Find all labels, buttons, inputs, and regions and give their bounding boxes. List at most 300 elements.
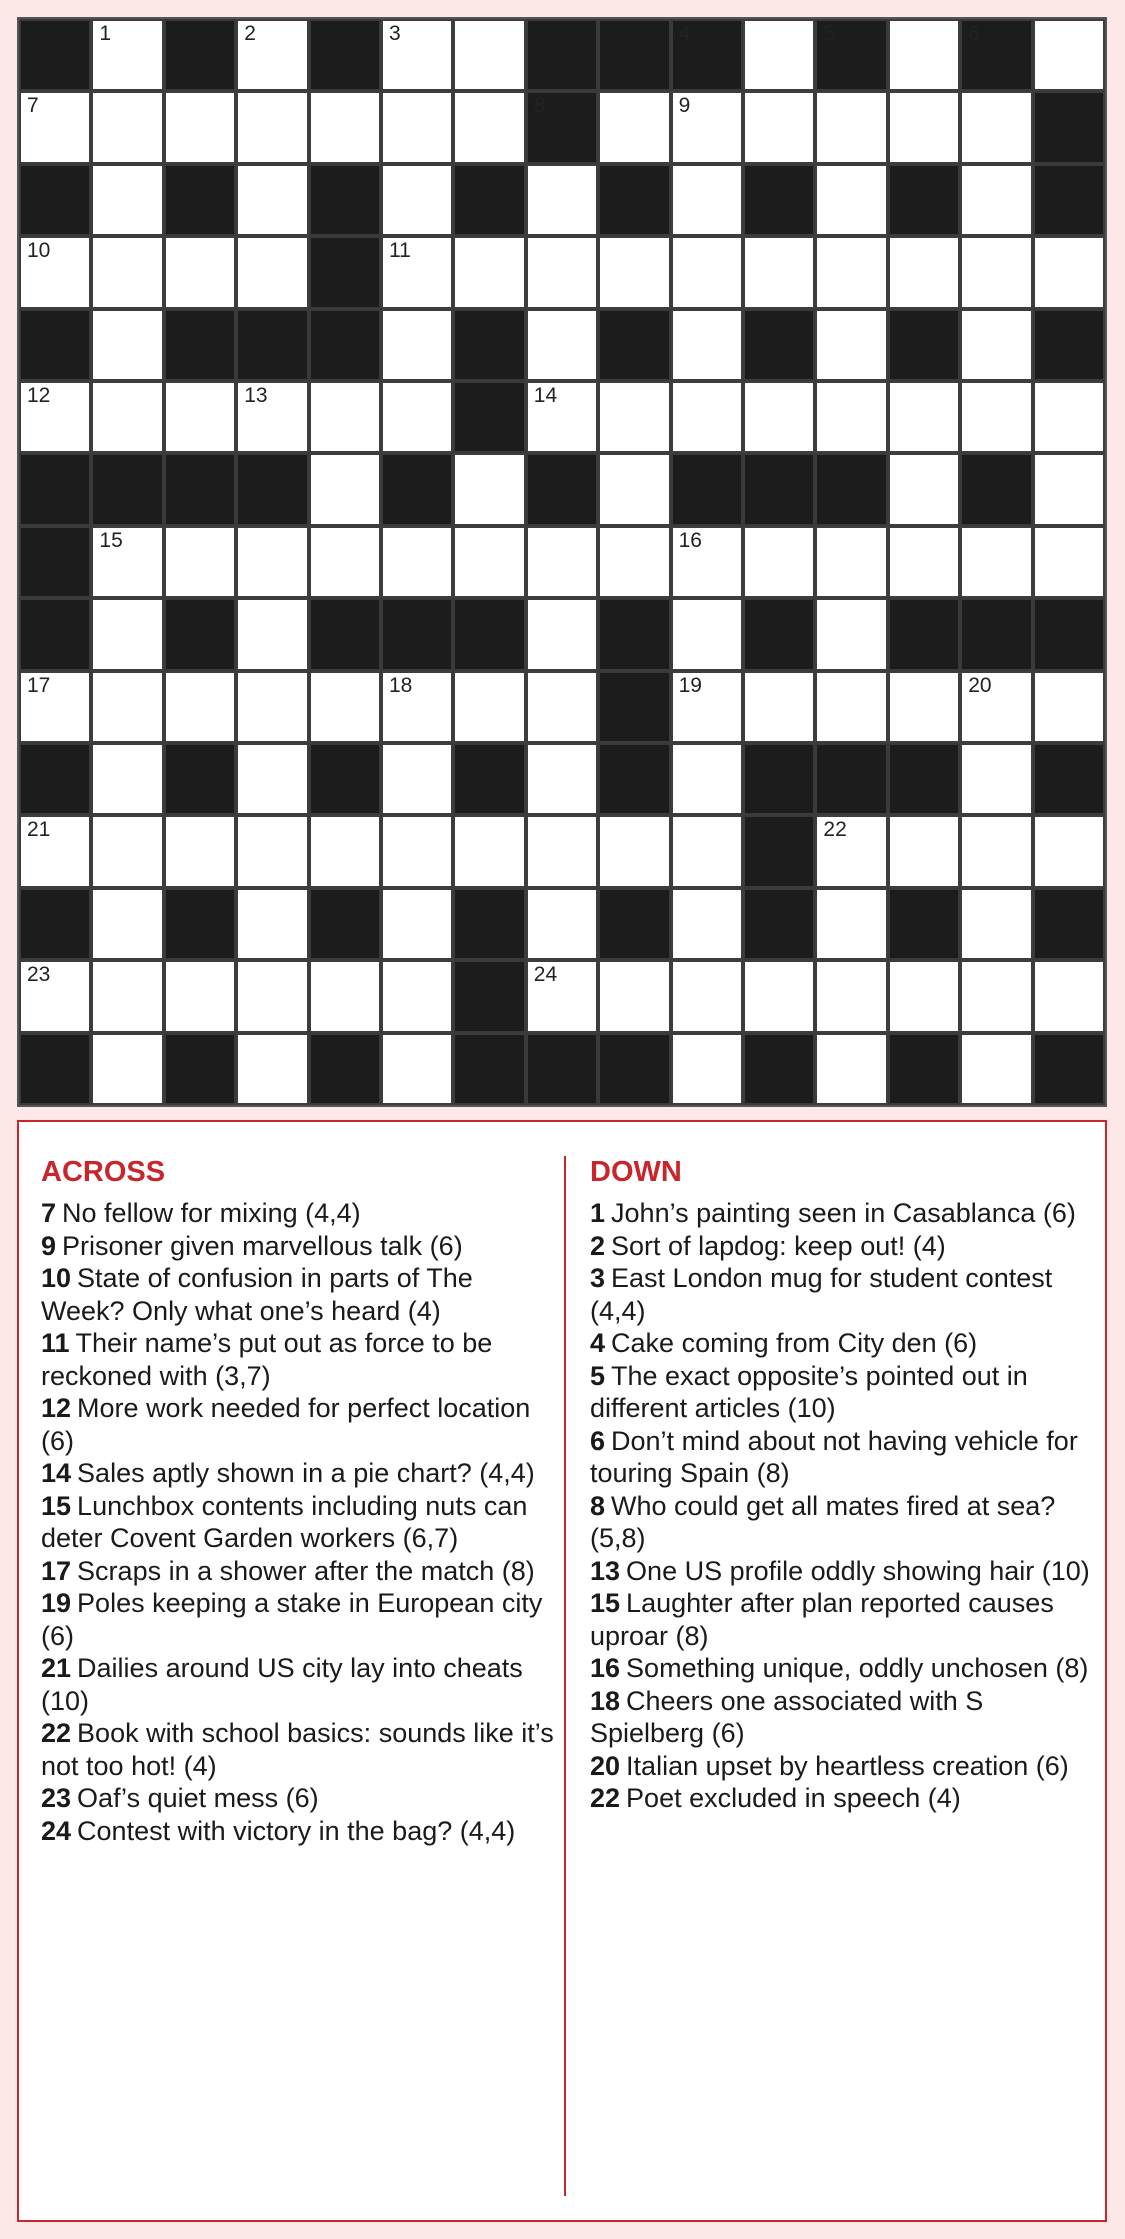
grid-cell-white[interactable] <box>671 91 743 163</box>
grid-cell-white[interactable] <box>888 91 960 163</box>
grid-cell-white[interactable] <box>236 815 308 887</box>
clue-number: 22 <box>41 1718 72 1749</box>
clue-number: 19 <box>41 1588 72 1619</box>
grid-cell-white[interactable] <box>598 236 670 308</box>
grid-cell-black <box>164 309 236 381</box>
grid-cell-white[interactable] <box>815 815 887 887</box>
grid-cell-black <box>815 453 887 525</box>
grid-cell-white[interactable] <box>381 815 453 887</box>
grid-cell-white[interactable] <box>19 381 91 453</box>
grid-cell-white[interactable] <box>236 381 308 453</box>
grid-cell-white[interactable] <box>381 309 453 381</box>
grid-cell-white[interactable] <box>453 236 525 308</box>
grid-cell-white[interactable] <box>1033 526 1105 598</box>
grid-cell-white[interactable] <box>381 236 453 308</box>
clue-number: 21 <box>27 818 51 842</box>
clue-text: Book with school basics: sounds like it’s not too hot! (4) <box>41 1718 554 1781</box>
grid-cell-black <box>598 164 670 236</box>
grid-cell-white[interactable] <box>164 526 236 598</box>
clue-number: 2 <box>590 1230 606 1261</box>
down-clue[interactable] <box>590 1490 1090 1555</box>
clue-text: More work needed for perfect location (6) <box>41 1393 531 1456</box>
grid-cell-white[interactable] <box>309 960 381 1032</box>
grid-cell-white[interactable] <box>960 164 1032 236</box>
clue-number: 11 <box>41 1328 70 1359</box>
grid-cell-white[interactable] <box>236 598 308 670</box>
clue-text: State of confusion in parts of The Week? Only what one’s heard (4) <box>41 1263 473 1326</box>
across-clue-list <box>41 1197 561 1847</box>
clue-number: 3 <box>590 1263 606 1294</box>
clue-number: 9 <box>41 1230 57 1261</box>
clue-text: Lunchbox contents including nuts can deter Covent Garden workers (6,7) <box>41 1490 528 1554</box>
clue-number: 23 <box>41 1783 72 1814</box>
grid-cell-black <box>526 19 598 91</box>
across-clue[interactable] <box>41 1490 561 1555</box>
grid-cell-black <box>888 1033 960 1105</box>
grid-cell-white[interactable] <box>19 236 91 308</box>
grid-cell-white[interactable] <box>236 960 308 1032</box>
clue-number: 6 <box>590 1425 606 1456</box>
grid-cell-white[interactable] <box>671 598 743 670</box>
grid-cell-white[interactable] <box>19 671 91 743</box>
across-clue[interactable] <box>41 1652 561 1717</box>
grid-cell-white[interactable] <box>526 888 598 960</box>
clue-text: Scraps in a shower after the match (8) <box>77 1555 535 1586</box>
grid-cell-white[interactable] <box>960 309 1032 381</box>
grid-cell-black <box>1033 91 1105 163</box>
clue-number: 5 <box>590 1360 606 1391</box>
clues-panel <box>17 1120 1107 2222</box>
grid-cell-black <box>19 453 91 525</box>
clue-text: Who could get all mates fired at sea? (5,8) <box>590 1490 1056 1554</box>
grid-cell-black <box>309 1033 381 1105</box>
grid-cell-white[interactable] <box>1033 453 1105 525</box>
grid-cell-black <box>671 19 743 91</box>
grid-cell-white[interactable] <box>91 91 163 163</box>
clue-number: 12 <box>41 1393 72 1424</box>
grid-cell-white[interactable] <box>164 381 236 453</box>
grid-cell-white[interactable] <box>309 381 381 453</box>
crossword-grid <box>17 17 1107 1107</box>
grid-cell-black <box>19 164 91 236</box>
grid-cell-white[interactable] <box>164 91 236 163</box>
grid-cell-white[interactable] <box>91 164 163 236</box>
grid-cell-white[interactable] <box>1033 381 1105 453</box>
grid-cell-white[interactable] <box>888 815 960 887</box>
down-clue[interactable] <box>590 1327 1090 1360</box>
grid-cell-white[interactable] <box>960 526 1032 598</box>
clue-number: 22 <box>590 1783 621 1814</box>
clue-number: 21 <box>41 1653 72 1684</box>
grid-cell-white[interactable] <box>671 381 743 453</box>
clue-number: 17 <box>27 673 51 697</box>
grid-cell-white[interactable] <box>91 671 163 743</box>
grid-cell-white[interactable] <box>164 671 236 743</box>
across-clue[interactable] <box>41 1392 561 1457</box>
grid-cell-white[interactable] <box>598 453 670 525</box>
clue-number: 10 <box>27 239 51 263</box>
grid-cell-white[interactable] <box>671 960 743 1032</box>
grid-cell-black <box>381 598 453 670</box>
grid-cell-white[interactable] <box>815 164 887 236</box>
clue-text: Their name’s put out as force to be reckoned with (3,7) <box>41 1328 493 1391</box>
clue-number: 16 <box>678 528 702 552</box>
grid-cell-white[interactable] <box>309 453 381 525</box>
down-clue[interactable] <box>590 1262 1090 1327</box>
grid-cell-black <box>453 381 525 453</box>
grid-cell-white[interactable] <box>526 309 598 381</box>
grid-cell-black <box>526 1033 598 1105</box>
grid-cell-white[interactable] <box>671 236 743 308</box>
clue-number: 13 <box>590 1555 621 1586</box>
clue-number: 12 <box>27 384 51 407</box>
grid-cell-white[interactable] <box>888 671 960 743</box>
grid-cell-white[interactable] <box>381 381 453 453</box>
grid-cell-white[interactable] <box>381 671 453 743</box>
grid-cell-white[interactable] <box>815 526 887 598</box>
grid-cell-black <box>236 453 308 525</box>
grid-cell-white[interactable] <box>526 671 598 743</box>
across-clue[interactable] <box>41 1262 561 1327</box>
grid-cell-white[interactable] <box>91 598 163 670</box>
grid-cell-black <box>164 19 236 91</box>
grid-cell-white[interactable] <box>381 1033 453 1105</box>
grid-cell-white[interactable] <box>381 888 453 960</box>
grid-cell-black <box>453 598 525 670</box>
grid-cell-white[interactable] <box>309 91 381 163</box>
grid-cell-white[interactable] <box>815 598 887 670</box>
grid-cell-white[interactable] <box>91 1033 163 1105</box>
down-column <box>590 1156 1090 1815</box>
grid-cell-white[interactable] <box>888 236 960 308</box>
grid-cell-white[interactable] <box>960 960 1032 1032</box>
grid-cell-black <box>309 309 381 381</box>
clue-text: Italian upset by heartless creation (6) <box>626 1750 1069 1781</box>
grid-cell-white[interactable] <box>815 381 887 453</box>
clue-text: Poles keeping a stake in European city (6) <box>41 1588 543 1651</box>
grid-cell-white[interactable] <box>960 236 1032 308</box>
grid-cell-white[interactable] <box>598 960 670 1032</box>
clue-text: John’s painting seen in Casablanca (6) <box>611 1198 1076 1229</box>
grid-cell-black <box>1033 164 1105 236</box>
grid-cell-black <box>453 164 525 236</box>
clue-number: 14 <box>41 1458 72 1489</box>
grid-cell-white[interactable] <box>671 309 743 381</box>
grid-cell-white[interactable] <box>960 91 1032 163</box>
grid-cell-white[interactable] <box>526 743 598 815</box>
grid-cell-white[interactable] <box>164 815 236 887</box>
grid-cell-black <box>1033 888 1105 960</box>
across-clue[interactable] <box>41 1327 561 1392</box>
grid-cell-black <box>1033 598 1105 670</box>
down-clue[interactable] <box>590 1587 1090 1652</box>
grid-cell-white[interactable] <box>236 526 308 598</box>
clue-number: 16 <box>590 1653 621 1684</box>
clue-number: 13 <box>244 384 268 407</box>
grid-cell-black <box>526 453 598 525</box>
grid-cell-white[interactable] <box>453 815 525 887</box>
clue-text: Poet excluded in speech (4) <box>626 1783 961 1814</box>
grid-cell-white[interactable] <box>598 381 670 453</box>
grid-cell-white[interactable] <box>960 671 1032 743</box>
grid-cell-white[interactable] <box>888 381 960 453</box>
grid-cell-white[interactable] <box>1033 19 1105 91</box>
across-clue[interactable] <box>41 1230 561 1263</box>
grid-cell-white[interactable] <box>815 960 887 1032</box>
grid-cell-black <box>453 960 525 1032</box>
grid-cell-white[interactable] <box>381 960 453 1032</box>
grid-cell-white[interactable] <box>526 164 598 236</box>
grid-cell-white[interactable] <box>1033 671 1105 743</box>
grid-cell-black <box>888 309 960 381</box>
grid-cell-white[interactable] <box>815 236 887 308</box>
grid-cell-white[interactable] <box>526 526 598 598</box>
grid-cell-black <box>309 164 381 236</box>
grid-cell-black <box>164 888 236 960</box>
clue-text: Laughter after plan reported causes uproar (8) <box>590 1588 1054 1651</box>
grid-cell-white[interactable] <box>309 815 381 887</box>
grid-cell-white[interactable] <box>960 381 1032 453</box>
grid-cell-black <box>381 453 453 525</box>
grid-cell-white[interactable] <box>91 381 163 453</box>
grid-cell-white[interactable] <box>815 671 887 743</box>
clue-text: Contest with victory in the bag? (4,4) <box>77 1815 516 1846</box>
grid-cell-black <box>164 743 236 815</box>
grid-cell-white[interactable] <box>91 19 163 91</box>
grid-cell-white[interactable] <box>671 671 743 743</box>
grid-cell-white[interactable] <box>888 453 960 525</box>
grid-cell-white[interactable] <box>671 888 743 960</box>
clue-number: 19 <box>678 673 702 697</box>
grid-cell-black <box>888 743 960 815</box>
clue-number: 7 <box>41 1198 57 1229</box>
grid-cell-white[interactable] <box>960 815 1032 887</box>
grid-cell-black <box>671 453 743 525</box>
grid-cell-black <box>19 1033 91 1105</box>
clue-text: Sales aptly shown in a pie chart? (4,4) <box>77 1458 535 1489</box>
grid-cell-white[interactable] <box>743 526 815 598</box>
grid-cell-white[interactable] <box>526 381 598 453</box>
across-clue[interactable] <box>41 1587 561 1652</box>
grid-cell-black <box>960 453 1032 525</box>
grid-cell-white[interactable] <box>381 526 453 598</box>
grid-cell-black <box>19 743 91 815</box>
clue-text: One US profile oddly showing hair (10) <box>626 1555 1090 1586</box>
grid-cell-white[interactable] <box>1033 815 1105 887</box>
grid-cell-white[interactable] <box>743 236 815 308</box>
grid-cell-white[interactable] <box>19 91 91 163</box>
grid-cell-black <box>453 888 525 960</box>
down-clue[interactable] <box>590 1782 1090 1815</box>
grid-cell-white[interactable] <box>164 236 236 308</box>
clue-number: 11 <box>389 239 411 263</box>
grid-cell-white[interactable] <box>453 91 525 163</box>
down-clue[interactable] <box>590 1360 1090 1425</box>
grid-cell-white[interactable] <box>381 19 453 91</box>
clue-number: 14 <box>533 384 558 407</box>
across-clue[interactable] <box>41 1815 561 1848</box>
grid-cell-black <box>1033 309 1105 381</box>
grid-cell-white[interactable] <box>236 743 308 815</box>
clue-text: Prisoner given marvellous talk (6) <box>62 1230 463 1261</box>
grid-cell-black <box>743 1033 815 1105</box>
grid-cell-black <box>960 19 1032 91</box>
grid-cell-black <box>236 309 308 381</box>
grid-cell-white[interactable] <box>815 91 887 163</box>
grid-cell-white[interactable] <box>815 309 887 381</box>
grid-cell-black <box>309 236 381 308</box>
clue-text: East London mug for student contest (4,4) <box>590 1263 1053 1326</box>
grid-cell-white[interactable] <box>236 19 308 91</box>
grid-cell-white[interactable] <box>91 960 163 1032</box>
grid-cell-black <box>743 453 815 525</box>
grid-cell-white[interactable] <box>743 91 815 163</box>
clue-number: 4 <box>678 22 691 45</box>
clue-number: 24 <box>41 1815 72 1846</box>
grid-cell-white[interactable] <box>381 91 453 163</box>
grid-cell-white[interactable] <box>236 91 308 163</box>
down-clue[interactable] <box>590 1230 1090 1263</box>
grid-cell-black <box>815 19 887 91</box>
clue-number: 24 <box>533 963 558 987</box>
across-clue[interactable] <box>41 1197 561 1230</box>
grid-cell-white[interactable] <box>453 453 525 525</box>
grid-cell-white[interactable] <box>743 381 815 453</box>
grid-cell-white[interactable] <box>91 526 163 598</box>
grid-cell-white[interactable] <box>1033 960 1105 1032</box>
grid-cell-white[interactable] <box>960 888 1032 960</box>
grid-cell-white[interactable] <box>236 1033 308 1105</box>
grid-cell-black <box>960 598 1032 670</box>
grid-cell-white[interactable] <box>815 888 887 960</box>
grid-cell-black <box>19 526 91 598</box>
down-clue[interactable] <box>590 1652 1090 1685</box>
grid-cell-black <box>19 309 91 381</box>
grid-cell-black <box>1033 1033 1105 1105</box>
grid-cell-white[interactable] <box>236 671 308 743</box>
clue-text: Dailies around US city lay into cheats (10) <box>41 1653 523 1716</box>
clue-text: No fellow for mixing (4,4) <box>62 1198 361 1229</box>
across-heading: ACROSS <box>41 1156 166 1188</box>
clue-number: 10 <box>41 1263 72 1294</box>
clue-text: The exact opposite’s pointed out in different articles (10) <box>590 1360 1028 1424</box>
down-clue[interactable] <box>590 1555 1090 1588</box>
grid-cell-black <box>598 1033 670 1105</box>
grid-cell-white[interactable] <box>526 815 598 887</box>
grid-cell-white[interactable] <box>91 236 163 308</box>
grid-cell-white[interactable] <box>888 526 960 598</box>
grid-cell-white[interactable] <box>960 1033 1032 1105</box>
grid-cell-white[interactable] <box>671 1033 743 1105</box>
clue-number: 6 <box>968 22 980 45</box>
grid-cell-black <box>598 888 670 960</box>
down-clue[interactable] <box>590 1197 1090 1230</box>
grid-cell-white[interactable] <box>888 960 960 1032</box>
grid-cell-black <box>453 309 525 381</box>
grid-cell-white[interactable] <box>164 960 236 1032</box>
grid-cell-white[interactable] <box>91 309 163 381</box>
grid-cell-white[interactable] <box>743 19 815 91</box>
across-clue[interactable] <box>41 1717 561 1782</box>
grid-cell-white[interactable] <box>526 236 598 308</box>
grid-cell-black <box>743 815 815 887</box>
grid-cell-white[interactable] <box>309 526 381 598</box>
clue-text: Cake coming from City den (6) <box>611 1328 978 1359</box>
across-clue[interactable] <box>41 1555 561 1588</box>
grid-cell-white[interactable] <box>236 888 308 960</box>
grid-cell-white[interactable] <box>671 164 743 236</box>
clue-text: Cheers one associated with S Spielberg (6) <box>590 1685 984 1749</box>
grid-cell-white[interactable] <box>598 815 670 887</box>
grid-cell-white[interactable] <box>453 671 525 743</box>
across-column <box>41 1156 561 1847</box>
grid-cell-white[interactable] <box>1033 236 1105 308</box>
grid-cell-white[interactable] <box>671 815 743 887</box>
clue-number: 8 <box>590 1490 606 1521</box>
grid-cell-white[interactable] <box>960 743 1032 815</box>
grid-cell-black <box>164 1033 236 1105</box>
grid-cell-black <box>309 743 381 815</box>
down-clue[interactable] <box>590 1685 1090 1750</box>
grid-cell-black <box>164 453 236 525</box>
grid-cell-white[interactable] <box>381 743 453 815</box>
down-clue[interactable] <box>590 1750 1090 1783</box>
grid-cell-white[interactable] <box>815 1033 887 1105</box>
clue-number: 23 <box>27 963 51 987</box>
grid-cell-white[interactable] <box>236 236 308 308</box>
grid-cell-black <box>453 743 525 815</box>
grid-cell-white[interactable] <box>743 960 815 1032</box>
grid-cell-white[interactable] <box>236 164 308 236</box>
clue-number: 1 <box>99 22 112 45</box>
grid-cell-white[interactable] <box>91 743 163 815</box>
grid-cell-white[interactable] <box>381 164 453 236</box>
clue-number: 9 <box>678 94 691 118</box>
clue-number: 20 <box>968 673 992 697</box>
grid-cell-white[interactable] <box>91 888 163 960</box>
clue-number: 8 <box>533 94 546 118</box>
grid-cell-white[interactable] <box>671 526 743 598</box>
grid-cell-black <box>1033 743 1105 815</box>
grid-cell-white[interactable] <box>598 91 670 163</box>
clue-number: 17 <box>41 1555 72 1586</box>
grid-cell-white[interactable] <box>526 598 598 670</box>
across-clue[interactable] <box>41 1782 561 1815</box>
across-clue[interactable] <box>41 1457 561 1490</box>
grid-cell-white[interactable] <box>888 19 960 91</box>
grid-cell-white[interactable] <box>91 815 163 887</box>
grid-cell-white[interactable] <box>453 526 525 598</box>
clue-text: Sort of lapdog: keep out! (4) <box>611 1230 946 1261</box>
grid-cell-white[interactable] <box>743 671 815 743</box>
clue-number: 7 <box>27 94 39 118</box>
grid-cell-white[interactable] <box>598 526 670 598</box>
grid-cell-black <box>309 598 381 670</box>
grid-cell-black <box>526 91 598 163</box>
grid-cell-white[interactable] <box>19 815 91 887</box>
clue-number: 3 <box>389 22 401 45</box>
grid-cell-white[interactable] <box>526 960 598 1032</box>
grid-cell-white[interactable] <box>19 960 91 1032</box>
grid-cell-black <box>19 598 91 670</box>
grid-cell-white[interactable] <box>453 19 525 91</box>
clue-number: 4 <box>590 1328 606 1359</box>
down-clue[interactable] <box>590 1425 1090 1490</box>
grid-cell-black <box>743 743 815 815</box>
grid-cell-white[interactable] <box>309 671 381 743</box>
grid-cell-white[interactable] <box>671 743 743 815</box>
grid-cell-black <box>19 888 91 960</box>
